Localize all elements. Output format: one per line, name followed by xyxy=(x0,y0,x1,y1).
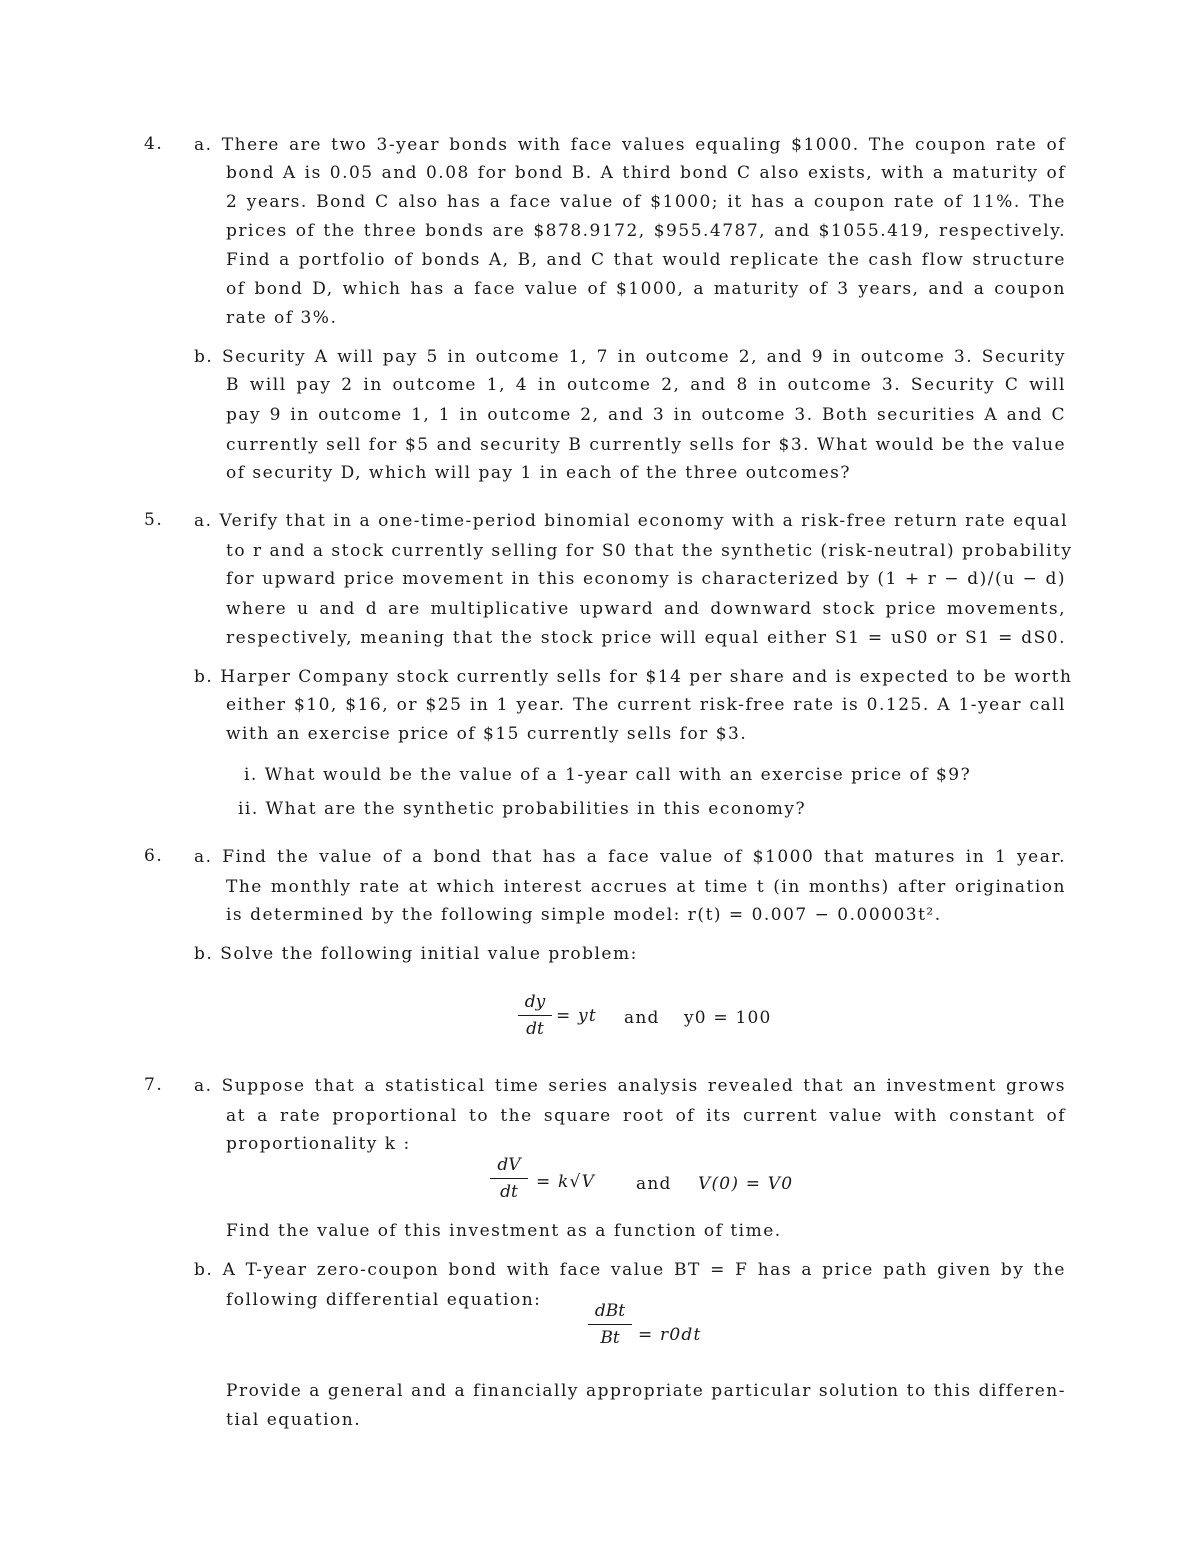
equation-condition: y0 = 100 xyxy=(684,1008,772,1028)
text-line: a. Suppose that a statistical time series analysis revealed that an investment grows xyxy=(194,1076,1066,1096)
problem-number: 5. xyxy=(144,510,164,530)
text-line: B will pay 2 in outcome 1, 4 in outcome 2, and 8 in outcome 3. Security C will xyxy=(226,375,1066,395)
fraction-bar xyxy=(588,1324,632,1325)
text-line: of bond D, which has a face value of $1000, a maturity of 3 years, and a coupon xyxy=(226,279,1066,299)
text-line: to r and a stock currently selling for S0 that the synthetic (risk-neutral) probability xyxy=(226,541,1073,561)
text-line: currently sell for $5 and security B currently sells for $3. What would be the value xyxy=(226,435,1066,455)
denominator: dt xyxy=(500,1182,518,1202)
text-line: tial equation. xyxy=(226,1410,362,1430)
text-line: The monthly rate at which interest accrues at time t (in months) after origination xyxy=(226,877,1066,897)
numerator: dV xyxy=(497,1155,521,1175)
text-line: where u and d are multiplicative upward and downward stock price movements, xyxy=(226,599,1066,619)
problem-number: 6. xyxy=(144,846,164,866)
equation-rhs: = r0dt xyxy=(638,1325,702,1345)
text-line: for upward price movement in this economy is characterized by (1 + r − d)/(u − d) xyxy=(226,569,1066,589)
problem-number: 4. xyxy=(144,134,164,154)
numerator: dBt xyxy=(594,1301,626,1321)
text-line: 2 years. Bond C also has a face value of $1000; it has a coupon rate of 11%. The xyxy=(226,192,1066,212)
text-line: a. Verify that in a one-time-period binomial economy with a risk-free return rate equal xyxy=(194,511,1069,531)
text-line: rate of 3%. xyxy=(226,308,338,328)
text-line: Find the value of this investment as a function of time. xyxy=(226,1221,782,1241)
equation-rhs: = yt xyxy=(556,1006,597,1026)
fraction xyxy=(518,992,552,1039)
text-line: proportionality k : xyxy=(226,1134,411,1154)
text-line: respectively, meaning that the stock price will equal either S1 = uS0 or S1 = dS0. xyxy=(226,628,1066,648)
denominator: Bt xyxy=(600,1328,620,1348)
equation-and: and xyxy=(636,1174,672,1194)
text-line: Provide a general and a financially appropriate particular solution to this differen- xyxy=(226,1381,1066,1401)
denominator: dt xyxy=(526,1019,544,1039)
text-line: prices of the three bonds are $878.9172, $955.4787, and $1055.419, respectively. xyxy=(226,221,1066,241)
sub-item-i: i. What would be the value of a 1-year call with an exercise price of $9? xyxy=(244,765,972,785)
equation-rhs: = k√V xyxy=(536,1172,596,1192)
text-line: following differential equation: xyxy=(226,1290,542,1310)
text-line: Find a portfolio of bonds A, B, and C that would replicate the cash flow structure xyxy=(226,250,1066,270)
text-line: a. There are two 3-year bonds with face values equaling $1000. The coupon rate of xyxy=(194,135,1066,155)
fraction-bar xyxy=(490,1178,528,1179)
equation-and: and xyxy=(624,1008,660,1028)
fraction xyxy=(588,1301,632,1348)
text-line: a. Find the value of a bond that has a face value of $1000 that matures in 1 year. xyxy=(194,847,1066,867)
equation-condition: V(0) = V0 xyxy=(698,1174,794,1194)
text-line: with an exercise price of $15 currently sells for $3. xyxy=(226,724,748,744)
text-line: b. Security A will pay 5 in outcome 1, 7 in outcome 2, and 9 in outcome 3. Security xyxy=(194,347,1066,367)
text-line: b. A T-year zero-coupon bond with face value BT = F has a price path given by the xyxy=(194,1260,1066,1280)
text-line: is determined by the following simple model: r(t) = 0.007 − 0.00003t². xyxy=(226,905,942,925)
text-line: pay 9 in outcome 1, 1 in outcome 2, and 3 in outcome 3. Both securities A and C xyxy=(226,405,1066,425)
problem-number: 7. xyxy=(144,1075,164,1095)
text-line: of security D, which will pay 1 in each of the three outcomes? xyxy=(226,463,851,483)
text-line: either $10, $16, or $25 in 1 year. The current risk-free rate is 0.125. A 1-year call xyxy=(226,695,1066,715)
numerator: dy xyxy=(524,992,546,1012)
fraction xyxy=(490,1155,528,1202)
text-line: b. Harper Company stock currently sells for $14 per share and is expected to be worth xyxy=(194,667,1073,687)
sub-item-ii: ii. What are the synthetic probabilities in this economy? xyxy=(238,799,807,819)
fraction-bar xyxy=(518,1015,552,1016)
text-line: bond A is 0.05 and 0.08 for bond B. A third bond C also exists, with a maturity of xyxy=(226,163,1066,183)
text-line: at a rate proportional to the square root of its current value with constant of xyxy=(226,1106,1066,1126)
text-line: b. Solve the following initial value problem: xyxy=(194,944,638,964)
